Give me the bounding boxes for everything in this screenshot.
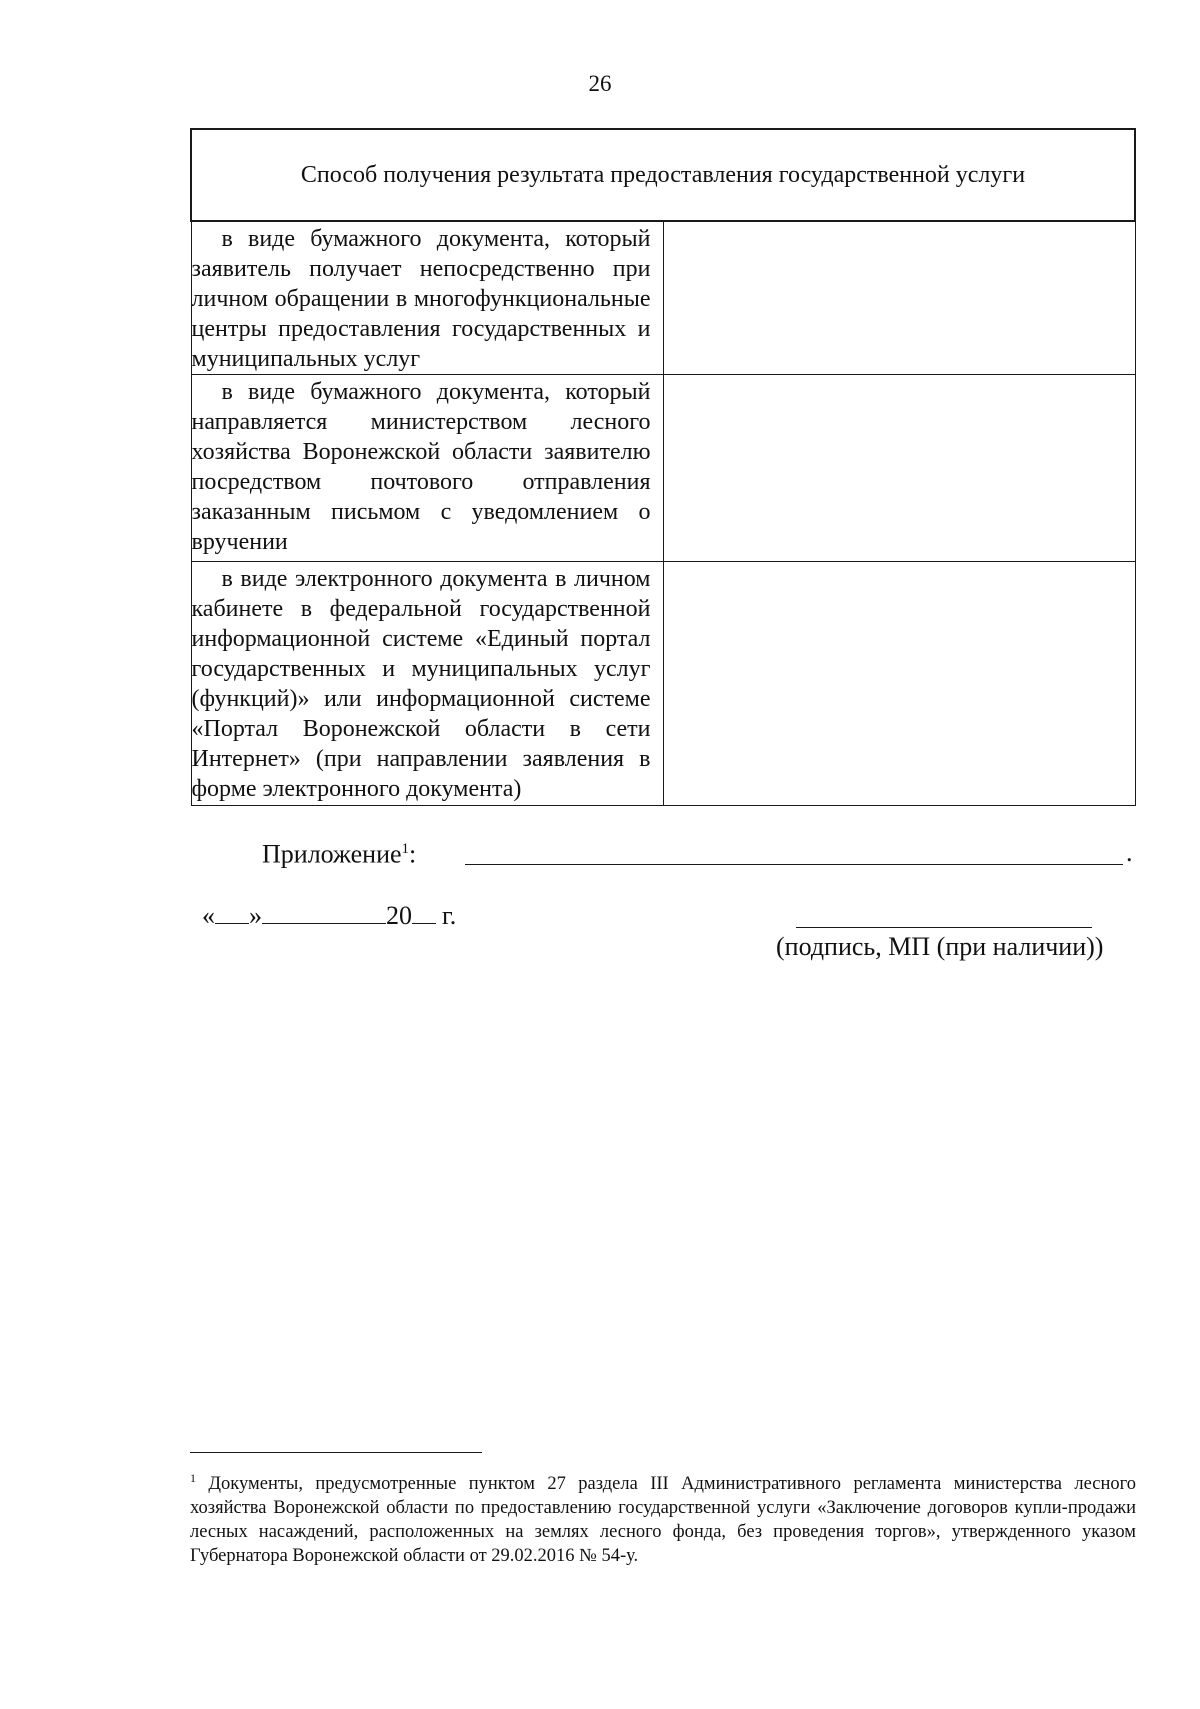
signature-line[interactable]	[796, 927, 1092, 928]
footnote-reference: 1	[401, 841, 410, 857]
attachment-end-dot: .	[1126, 838, 1133, 867]
signature-caption: (подпись, МП (при наличии))	[776, 932, 1104, 961]
option-mark-cell[interactable]	[663, 562, 1135, 806]
footnote-text: Документы, предусмотренные пунктом 27 раздела III Административного регламента министерства лесного хозяйства Воронежской области по предоставлению государственной услуги «Заключение договоров купли-продажи лесных насаждений, расположенных на землях лесного фонда, без проведения торгов», утвержденного указом Губернатора Воронежской области от 29.02.2016 № 54-у.	[190, 1474, 1136, 1567]
date-close-quote: »	[249, 901, 262, 930]
table-row	[191, 562, 1135, 806]
option-electronic: в виде электронного документа в личном кабинете в федеральной государственной информационной системе «Единый портал государственных и муниципальных услуг (функций)» или информационной системе «Портал Воронежской области в сети Интернет» (при направлении заявления в форме электронного документа)	[191, 562, 663, 806]
option-paper-mail: в виде бумажного документа, который направляется министерством лесного хозяйства Воронежской области заявителю посредством почтового отправления заказанным письмом с уведомлением о вручении	[191, 375, 663, 562]
page-number: 26	[588, 71, 612, 96]
attachment-colon: :	[409, 839, 417, 869]
date-year-blank[interactable]	[412, 897, 436, 924]
table-header-row	[191, 129, 1135, 221]
date-year-suffix: г.	[442, 901, 457, 930]
attachment-blank-line[interactable]	[465, 864, 1123, 865]
footnote	[190, 1466, 1136, 1568]
table-header-cell: Способ получения результата предоставления государственной услуги	[191, 129, 1135, 221]
option-paper-mfc: в виде бумажного документа, который заявитель получает непосредственно при личном обращении в многофункциональные центры предоставления государственных и муниципальных услуг	[191, 221, 663, 375]
date-month-blank[interactable]	[262, 897, 386, 924]
table-row	[191, 221, 1135, 375]
date-line	[202, 897, 456, 933]
option-mark-cell[interactable]	[663, 221, 1135, 375]
date-day-blank[interactable]	[215, 897, 249, 924]
date-year-prefix: 20	[386, 901, 412, 930]
table-row	[191, 375, 1135, 562]
option-mark-cell[interactable]	[663, 375, 1135, 562]
result-method-table	[190, 128, 1136, 806]
attachment-label-text: Приложение	[262, 839, 402, 869]
attachment-label	[262, 832, 416, 872]
date-open-quote: «	[202, 901, 215, 930]
footnote-divider	[190, 1452, 482, 1453]
footnote-mark: 1	[190, 1471, 196, 1485]
